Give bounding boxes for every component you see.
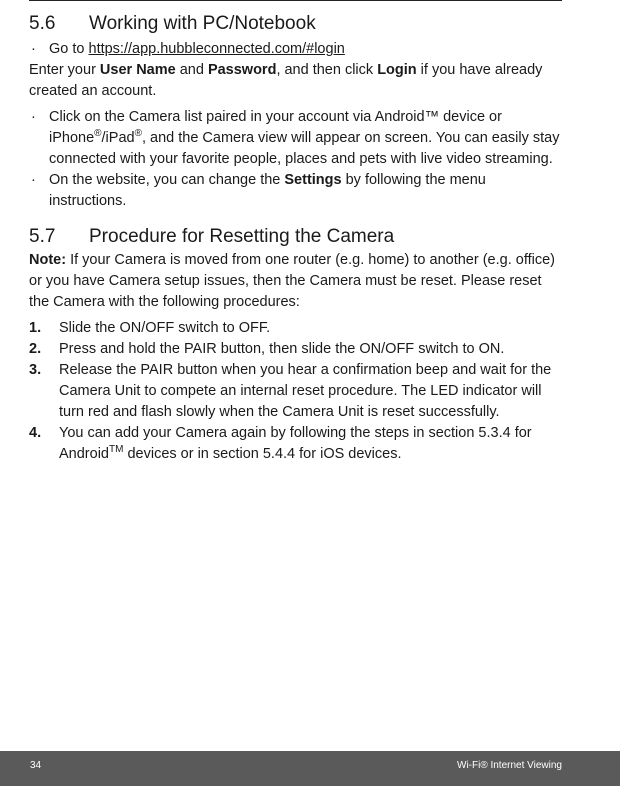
list-item xyxy=(29,170,562,212)
step-text: Press and hold the PAIR button, then slide the ON/OFF switch to ON. xyxy=(59,341,505,357)
page-number: 34 xyxy=(30,760,42,771)
footer-section-title: Wi-Fi® Internet Viewing xyxy=(457,760,562,771)
text: Enter your xyxy=(29,62,100,78)
paragraph xyxy=(29,60,562,102)
text: Click on the Camera list paired in your account via Android™ device or iPhone xyxy=(49,109,502,146)
text: /iPad xyxy=(101,130,135,146)
section-57-heading xyxy=(29,224,562,250)
bullet-marker: · xyxy=(31,41,36,57)
text: You can add your Camera again by following the steps in section 5.3.4 for Android xyxy=(59,425,532,462)
step-number: 2. xyxy=(29,341,42,357)
text: if you have already created an account. xyxy=(29,62,543,99)
text: , and the Camera view will appear on screen. You can easily stay connected with your favorite people, places and pets with live video streaming. xyxy=(49,130,560,167)
note-label: Note: xyxy=(29,252,67,268)
section-title: Procedure for Resetting the Camera xyxy=(89,226,395,247)
login-url-link[interactable]: https://app.hubbleconnected.com/#login xyxy=(88,41,345,57)
list-item xyxy=(29,39,562,60)
list-item xyxy=(29,107,562,170)
list-item xyxy=(29,339,562,360)
registered-mark: ® xyxy=(134,128,142,140)
list-item xyxy=(29,360,562,423)
top-rule xyxy=(29,0,562,1)
section-number: 5.7 xyxy=(29,226,56,247)
step-number: 3. xyxy=(29,362,42,378)
section-title: Working with PC/Notebook xyxy=(89,13,316,34)
bullet-marker: · xyxy=(31,109,36,125)
step-text: Slide the ON/OFF switch to OFF. xyxy=(59,320,271,336)
step-number: 1. xyxy=(29,320,42,336)
list-item xyxy=(29,423,562,465)
page-footer xyxy=(0,751,620,786)
text: by following the menu instructions. xyxy=(49,172,486,209)
step-number: 4. xyxy=(29,425,42,441)
section-number: 5.6 xyxy=(29,13,56,34)
user-name-term: User Name xyxy=(99,62,176,78)
text: Go to xyxy=(49,41,89,57)
step-text: Release the PAIR button when you hear a confirmation beep and wait for the Camera Unit to compete an internal reset procedure. The LED indicator will turn red and flash slowly when the Camera Unit is reset successfully. xyxy=(59,362,552,420)
step-text xyxy=(59,423,562,465)
text: and xyxy=(175,62,208,78)
settings-term: Settings xyxy=(284,172,342,188)
text: If your Camera is moved from one router (e.g. home) to another (e.g. office) or you have Camera setup issues, then the Camera must be reset. Please reset the Camera with the following procedures: xyxy=(29,252,555,310)
password-term: Password xyxy=(207,62,277,78)
bullet-marker: · xyxy=(31,172,36,188)
page-content xyxy=(29,11,562,465)
text: On the website, you can change the xyxy=(49,172,285,188)
registered-mark: ® xyxy=(94,128,102,140)
text: , and then click xyxy=(276,62,378,78)
login-term: Login xyxy=(377,62,417,78)
list-item xyxy=(29,318,562,339)
text: devices or in section 5.4.4 for iOS devices. xyxy=(123,446,402,462)
section-56-heading xyxy=(29,11,562,37)
note-paragraph xyxy=(29,250,562,313)
trademark-mark: TM xyxy=(108,444,124,456)
steps-list xyxy=(29,318,562,465)
